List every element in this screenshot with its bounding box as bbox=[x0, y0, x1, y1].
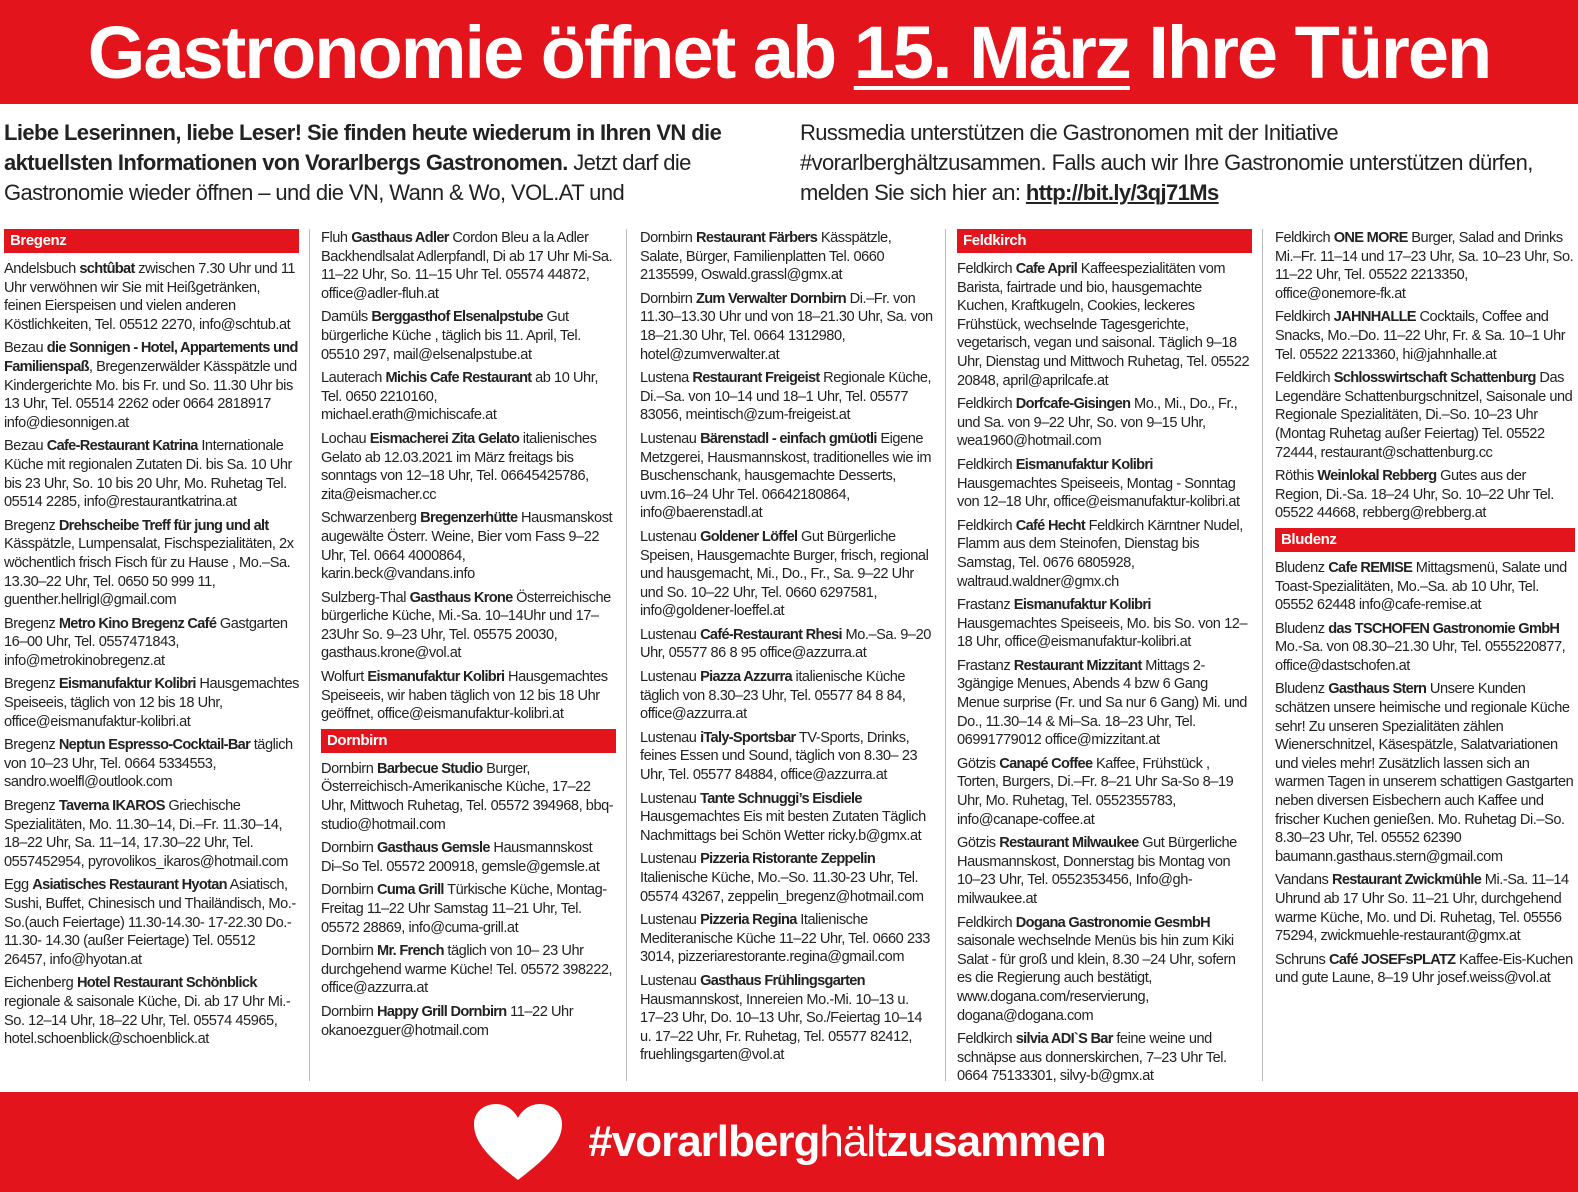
entry-details: Gut Bürgerliche Hausmannskost, Donnerstag bis Montag von 10–23 Uhr, Tel. 0552353456, Info@gh-milwaukee.at bbox=[957, 835, 1237, 907]
entry-details: saisonale wechselnde Menüs bis hin zum Kiki Salat - für groß und klein, 8.30 –24 Uhr, sofern es die Regierung auch bestätigt, www.dogana.com/reservierung, dogana@dogana.com bbox=[957, 933, 1236, 1024]
listing-entry bbox=[321, 942, 616, 998]
entry-city: Lustenau bbox=[640, 729, 697, 746]
entry-details: Das Legendäre Schattenburgschnitzel, Saisonale und Regionale Spezialitäten, Di.–So. 10–23 Uhr (Montag Ruhetag außer Feiertag) Tel. 05522 72444, restaurant@schattenburg.cc bbox=[1275, 370, 1573, 461]
entry-city: Lustenau bbox=[640, 972, 697, 989]
column bbox=[4, 229, 310, 1081]
column bbox=[321, 229, 627, 1081]
entry-details: täglich von 10– 23 Uhr durchgehend warme Küche! Tel. 05572 398222, office@azzurra.at bbox=[321, 943, 613, 997]
listing-entry bbox=[321, 668, 616, 724]
entry-city: Dornbirn bbox=[321, 760, 374, 777]
entry-details: täglich von 10–23 Uhr, Tel. 0664 5334553, sandro.woelfl@outlook.com bbox=[4, 737, 293, 791]
entry-details: Hausgemachtes Speiseeis, täglich von 12 bis 18 Uhr, office@eismanufaktur-kolibri.at bbox=[4, 676, 299, 730]
listing-entry bbox=[640, 850, 935, 906]
listing-entry bbox=[4, 974, 299, 1048]
entry-details: Gut bürgerliche Küche , täglich bis 11. April, Tel. 05510 297, mail@elsenalpstube.at bbox=[321, 309, 581, 363]
listing-entry bbox=[1275, 369, 1575, 462]
listing-entry bbox=[957, 834, 1252, 908]
entry-city: Dornbirn bbox=[321, 840, 374, 857]
entry-details: Mi.-Sa. 11–14 Uhrund ab 17 Uhr So. 11–21 Uhr, durchgehend warme Küche, Mo. und Di. Ruhetag, Tel. 05556 75294, zwickmuehle-restaurant@gmx.at bbox=[1275, 872, 1569, 945]
hashtag-part: hält bbox=[819, 1117, 887, 1166]
intro-right bbox=[800, 118, 1570, 208]
signup-link[interactable]: http://bit.ly/3qj71Ms bbox=[1025, 180, 1219, 205]
listing-entry bbox=[640, 790, 935, 846]
entry-name: Eismacherei Zita Gelato bbox=[369, 430, 520, 447]
intro-text: Jetzt darf die Gastronomie wieder öffnen – und die VN, Wann & Wo, VOL.AT und bbox=[4, 150, 691, 205]
listing-entry bbox=[4, 437, 299, 511]
entry-details: Cordon Bleu a la Adler Backhendlsalat Adlerpfandl, Di ab 17 Uhr Mi-Sa. 11–22 Uhr, So. 11–15 Uhr Tel. 05574 44872, office@adler-fluh.at bbox=[321, 230, 613, 302]
entry-name: Happy Grill Dornbirn bbox=[376, 1003, 507, 1020]
entry-city: Götzis bbox=[957, 755, 996, 772]
entry-city: Lustenau bbox=[640, 528, 697, 545]
listing-entry bbox=[640, 528, 935, 621]
entry-city: Vandans bbox=[1275, 872, 1329, 889]
entry-city: Frastanz bbox=[957, 657, 1011, 674]
entry-name: Gasthaus Gemsle bbox=[376, 840, 490, 857]
listing-entry bbox=[4, 736, 299, 792]
entry-city: Lustenau bbox=[640, 669, 697, 686]
entry-details: ab 10 Uhr, Tel. 0650 2210160, michael.erath@michiscafe.at bbox=[321, 370, 598, 424]
entry-name: Schlosswirtschaft Schattenburg bbox=[1333, 370, 1536, 387]
entry-city: Lustenau bbox=[640, 851, 697, 868]
column bbox=[640, 229, 946, 1081]
entry-details: Kässpätzle, Salate, Bürger, Familienplatten Tel. 0660 2135599, Oswald.grassl@gmx.at bbox=[640, 230, 892, 284]
listing-entry bbox=[957, 914, 1252, 1026]
entry-details: Kaffee, Frühstück , Torten, Burgers, Di.–Fr. 8–21 Uhr Sa-So 8–19 Uhr, Mo. Ruhetag, Tel. 0552355783, info@canape-coffee.at bbox=[957, 755, 1234, 828]
listing-entry bbox=[321, 1003, 616, 1040]
entry-details: Di.–Fr. von 11.30–13.30 Uhr und von 18–21.30 Uhr, Sa. von 18–21.30 Uhr, Tel. 0664 1312980, hotel@zumverwalter.at bbox=[640, 290, 933, 363]
entry-name: Restaurant Mizzitant bbox=[1013, 657, 1142, 674]
listing-entry bbox=[640, 290, 935, 364]
listing-entry bbox=[640, 729, 935, 785]
entry-name: Cafe REMISE bbox=[1328, 559, 1413, 576]
entry-name: die Sonnigen - Hotel, Appartements und Familienspaß bbox=[4, 340, 298, 375]
entry-city: Bregenz bbox=[4, 517, 56, 534]
listing-entry bbox=[321, 589, 616, 663]
entry-name: Dogana Gastronomie GesmbH bbox=[1015, 914, 1210, 931]
entry-city: Feldkirch bbox=[1275, 370, 1331, 387]
entry-name: JAHNHALLE bbox=[1333, 309, 1416, 326]
entry-details: Eigene Metzgerei, Hausmannskost, traditionelles wie im Buschenschank, hausgemachte Desserts, uvm.16–24 Uhr Tel. 06642180864, info@baerenstadl.at bbox=[640, 430, 932, 522]
entry-city: Röthis bbox=[1275, 468, 1314, 485]
entry-name: silvia ADI`S Bar bbox=[1015, 1031, 1113, 1048]
listing-entry bbox=[957, 517, 1252, 591]
entry-city: Götzis bbox=[957, 835, 996, 852]
entry-name: schtûbat bbox=[79, 261, 135, 277]
entry-city: Lauterach bbox=[321, 370, 382, 387]
listing-entry bbox=[1275, 680, 1575, 866]
listing-entry bbox=[640, 911, 935, 967]
entry-details: Hausgemachtes Speiseeis, Mo. bis So. von 12–18 Uhr, office@eismanufaktur-kolibri.at bbox=[957, 615, 1248, 651]
entry-city: Schruns bbox=[1275, 951, 1326, 968]
entry-city: Bregenz bbox=[4, 676, 56, 693]
entry-name: Pizzeria Regina bbox=[700, 912, 797, 929]
entry-name: Hotel Restaurant Schönblick bbox=[76, 975, 257, 992]
entry-name: Eismanufaktur Kolibri bbox=[1013, 597, 1151, 614]
entry-details: Gutes aus der Region, Di.-Sa. 18–24 Uhr, So. 10–22 Uhr Tel. 05522 44668, rebberg@rebberg.at bbox=[1275, 468, 1554, 522]
entry-name: Café-Restaurant Rhesi bbox=[700, 626, 842, 643]
entry-details: Cocktails, Coffee and Snacks, Mo.–Do. 11–22 Uhr, Fr. & Sa. 10–1 Uhr Tel. 05522 2213360, hi@jahnhalle.at bbox=[1275, 309, 1566, 363]
entry-city: Feldkirch bbox=[957, 1031, 1013, 1048]
listing-entry bbox=[957, 1030, 1252, 1086]
listing-entry bbox=[4, 876, 299, 969]
listing-entry bbox=[640, 626, 935, 663]
entry-details: Mittags 2-3gängige Menues, Abends 4 bzw 6 Gang Menue surprise (Fr. und Sa nur 6 Gang) Mi. und Do., 11.30–14 & Mi–Sa. 18–23 Uhr, Tel. 06991779012 office@mizzitant.at bbox=[957, 657, 1247, 749]
listing-entry bbox=[4, 675, 299, 731]
entry-city: Feldkirch bbox=[1275, 309, 1331, 326]
entry-name: Cafe-Restaurant Katrina bbox=[46, 438, 198, 455]
entry-name: Weinlokal Rebberg bbox=[1317, 468, 1437, 485]
entry-city: Andelsbuch bbox=[4, 261, 76, 277]
entry-name: Goldener Löffel bbox=[700, 528, 798, 545]
hashtag-part: zusammen bbox=[886, 1117, 1106, 1166]
headline-text: Gastronomie öffnet ab bbox=[87, 10, 854, 94]
entry-city: Egg bbox=[4, 877, 29, 894]
entry-details: Hausgemachtes Speiseeis, wir haben täglich von 12 bis 18 Uhr geöffnet, office@eismanufaktur-kolibri.at bbox=[321, 669, 608, 723]
entry-name: Restaurant Färbers bbox=[695, 230, 818, 246]
listing-entry bbox=[321, 430, 616, 504]
entry-details: TV-Sports, Drinks, feines Essen und Sound, täglich von 8.30– 23 Uhr, Tel. 05577 84884, office@azzurra.at bbox=[640, 729, 918, 784]
listing-entry bbox=[640, 229, 935, 285]
listing-entry bbox=[640, 668, 935, 724]
entry-name: Berggasthof Elsenalpstube bbox=[371, 309, 543, 326]
entry-city: Dornbirn bbox=[640, 230, 693, 246]
entry-name: Mr. French bbox=[376, 943, 444, 960]
entry-city: Dornbirn bbox=[321, 943, 374, 960]
listing-entry bbox=[4, 517, 299, 610]
entry-details: Burger, Österreichisch-Amerikanische Küche, 17–22 Uhr, Mittwoch Ruhetag, Tel. 05572 394968, bbq-studio@hotmail.com bbox=[321, 760, 614, 833]
entry-details: Unsere Kunden schätzen unsere heimische und regionale Küche sehr! Zu unseren Spezialitäten zählen Wienerschnitzel, Käsespätzle, Salatvariationen und vieles mehr! Zusätzlich lassen sich an warmen Tagen in unserem schattigen Gastgarten neben diversen Eisbechern auch Kaffee und frischer Kuchen genießen. Mo. Ruhetag Di.–So. 8.30–23 Uhr, Tel. 05552 62390 baumann.gasthaus.stern@gmail.com bbox=[1275, 681, 1574, 865]
entry-name: Restaurant Milwaukee bbox=[999, 835, 1139, 852]
entry-city: Feldkirch bbox=[957, 456, 1013, 473]
listing-entry bbox=[957, 657, 1252, 750]
entry-name: Eismanufaktur Kolibri bbox=[58, 676, 196, 693]
entry-details: Hausgemachtes Speiseeis, Montag - Sonntag von 12–18 Uhr, office@eismanufaktur-kolibri.at bbox=[957, 475, 1240, 511]
entry-city: Lustenau bbox=[640, 790, 697, 807]
entry-name: Michis Cafe Restaurant bbox=[385, 370, 532, 387]
entry-city: Frastanz bbox=[957, 597, 1011, 614]
entry-name: Eismanufaktur Kolibri bbox=[367, 669, 505, 686]
intro-left bbox=[4, 118, 764, 208]
entry-details: Mo.-Sa. von 08.30–21.30 Uhr, Tel. 0555220877, office@dastschofen.at bbox=[1275, 639, 1566, 674]
footer-banner bbox=[0, 1092, 1578, 1192]
entry-city: Schwarzenberg bbox=[321, 510, 417, 527]
entry-name: Gasthaus Adler bbox=[351, 230, 449, 246]
entry-city: Dornbirn bbox=[640, 290, 693, 307]
headline-date: 15. März bbox=[853, 10, 1130, 94]
entry-name: Café Hecht bbox=[1015, 517, 1085, 534]
intro-lead: Liebe Leserinnen, liebe Leser! Sie finden heute wiederum in Ihren VN die aktuellsten Informationen von Vorarlbergs Gastronomen. bbox=[4, 120, 722, 175]
entry-details: Hausgemachtes Eis mit besten Zutaten Täglich Nachmittags bei Schön Wetter ricky.b@gmx.at bbox=[640, 809, 926, 844]
listing-entry bbox=[957, 395, 1252, 451]
entry-name: Restaurant Freigeist bbox=[692, 370, 820, 387]
listing-entry bbox=[1275, 951, 1575, 988]
entry-city: Feldkirch bbox=[957, 396, 1013, 413]
listing-entry bbox=[4, 339, 299, 432]
entry-details: Gut Bürgerliche Speisen, Hausgemachte Burger, frisch, regional und hausgemacht, Mi., Do., Fr., Sa. 9–22 Uhr und So. 10–22 Uhr, Tel. 0660 6297581, info@goldener-loeffel.at bbox=[640, 528, 929, 620]
entry-details: Mittagsmenü, Salate und Toast-Spezialitäten, Mo.–Sa. ab 10 Uhr, Tel. 05552 62448 info@cafe-remise.at bbox=[1275, 559, 1567, 614]
entry-name: Cuma Grill bbox=[376, 882, 444, 899]
entry-city: Feldkirch bbox=[957, 261, 1013, 277]
entry-details: Burger, Salad and Drinks Mi.–Fr. 11–14 und 17–23 Uhr, Sa. 10–23 Uhr, So. 11–22 Uhr, Tel. 05522 2213350, office@onemore-fk.at bbox=[1275, 230, 1574, 302]
region-header: Bludenz bbox=[1275, 528, 1575, 552]
heart-icon bbox=[472, 1102, 564, 1182]
listing-entry bbox=[321, 839, 616, 876]
headline bbox=[88, 10, 1490, 95]
entry-details: regionale & saisonale Küche, Di. ab 17 Uhr Mi.-So. 12–14 Uhr, 18–22 Uhr, Tel. 05574 45965, hotel.schoenblick@schoenblick.at bbox=[4, 993, 291, 1048]
entry-details: Italienische Küche, Mo.–So. 11.30-23 Uhr, Tel. 05574 43267, zeppelin_bregenz@hotmail.com bbox=[640, 870, 924, 905]
listing-entry bbox=[957, 260, 1252, 390]
entry-name: Cafe April bbox=[1015, 261, 1078, 277]
listings bbox=[0, 229, 1578, 1085]
hashtag-part: #vorarlberg bbox=[588, 1117, 820, 1166]
entry-city: Lustenau bbox=[640, 626, 697, 643]
entry-details: Italienische Mediteranische Küche 11–22 Uhr, Tel. 0660 233 3014, pizzeriarestorante.regina@gmail.com bbox=[640, 912, 930, 966]
headline-banner bbox=[0, 0, 1578, 104]
entry-city: Bezau bbox=[4, 438, 44, 455]
entry-details: Kaffeespezialitäten vom Barista, fairtrade und bio, hausgemachte Kuchen, Kraftkugeln, Cookies, leckeres Frühstück, wechselnde Tagesgerichte, vegetarisch, vegan und saisonal. Täglich 9–18 Uhr, Dienstag und Mittwoch Ruhetag, Tel. 05522 20848, april@aprilcafe.at bbox=[957, 261, 1250, 389]
entry-city: Lochau bbox=[321, 430, 367, 447]
entry-city: Bludenz bbox=[1275, 559, 1325, 576]
hashtag bbox=[588, 1117, 1105, 1167]
entry-city: Lustenau bbox=[640, 430, 697, 447]
entry-city: Lustenau bbox=[640, 912, 697, 929]
entry-name: Drehscheibe Treff für jung und alt bbox=[58, 517, 269, 534]
entry-name: Gasthaus Frühlingsgarten bbox=[700, 972, 865, 989]
column bbox=[1275, 229, 1575, 1081]
entry-name: ONE MORE bbox=[1333, 230, 1408, 246]
entry-details: 11–22 Uhr okanoezguer@hotmail.com bbox=[321, 1003, 574, 1039]
listing-entry bbox=[640, 972, 935, 1065]
entry-name: Metro Kino Bregenz Café bbox=[58, 615, 217, 632]
entry-details: Griechische Spezialitäten, Mo. 11.30–14, Di.–Fr. 11.30–14, 18–22 Uhr, Sa. 11–14, 17.30–22 Uhr, Tel. 0557452954, pyrovolikos_ikaros@hotmail.com bbox=[4, 798, 288, 870]
entry-details: Feldkirch Kärntner Nudel, Flamm aus dem Steinofen, Dienstag bis Samstag, Tel. 0676 6805928, waltraud.waldner@gmx.ch bbox=[957, 517, 1243, 590]
headline-text-end: Ihre Türen bbox=[1129, 10, 1491, 94]
entry-details: italienische Küche täglich von 8.30–23 Uhr, Tel. 05577 84 8 84, office@azzurra.at bbox=[640, 669, 906, 723]
entry-name: Neptun Espresso-Cocktail-Bar bbox=[58, 737, 251, 754]
entry-city: Dornbirn bbox=[321, 882, 374, 899]
entry-city: Fluh bbox=[321, 230, 348, 246]
entry-name: das TSCHOFEN Gastronomie GmbH bbox=[1328, 620, 1560, 637]
entry-name: Gasthaus Krone bbox=[409, 589, 513, 606]
entry-name: iTaly-Sportsbar bbox=[700, 729, 796, 746]
entry-name: Piazza Azzurra bbox=[700, 669, 792, 686]
entry-name: Bregenzerhütte bbox=[420, 510, 518, 527]
entry-city: Wolfurt bbox=[321, 669, 364, 686]
entry-city: Feldkirch bbox=[1275, 230, 1331, 246]
entry-city: Feldkirch bbox=[957, 914, 1013, 931]
entry-name: Canapé Coffee bbox=[999, 755, 1093, 772]
entry-city: Eichenberg bbox=[4, 975, 74, 992]
entry-city: Bludenz bbox=[1275, 681, 1325, 698]
region-header: Bregenz bbox=[4, 229, 299, 253]
entry-name: Restaurant Zwickmühle bbox=[1332, 872, 1482, 889]
entry-city: Bregenz bbox=[4, 615, 56, 632]
entry-city: Bregenz bbox=[4, 798, 56, 815]
entry-name: Eismanufaktur Kolibri bbox=[1015, 456, 1153, 473]
entry-city: Damüls bbox=[321, 309, 368, 326]
entry-name: Pizzeria Ristorante Zeppelin bbox=[700, 851, 876, 868]
entry-details: Asiatisch, Sushi, Buffet, Chinesisch und Thailändisch, Mo.-So.(auch Feiertage) 11.30-14.30- 17-22.30 Do.- 11.30- 14.30 (außer Feiertage) Tel. 05512 26457, info@hyotan.at bbox=[4, 877, 296, 968]
entry-details: Mo., Mi., Do., Fr., und Sa. von 9–22 Uhr, So. von 9–15 Uhr, wea1960@hotmail.com bbox=[957, 396, 1238, 450]
entry-details: Regionale Küche, Di.–Sa. von 10–14 und 18–1 Uhr, Tel. 05577 83056, meintisch@zum-freigeist.at bbox=[640, 370, 932, 424]
entry-name: Dorfcafe-Gisingen bbox=[1015, 396, 1131, 413]
listing-entry bbox=[4, 260, 299, 334]
entry-city: Dornbirn bbox=[321, 1003, 374, 1020]
entry-details: Kaffee-Eis-Kuchen und gute Laune, 8–19 Uhr josef.weiss@vol.at bbox=[1275, 951, 1573, 987]
listing-entry bbox=[321, 509, 616, 583]
entry-name: Zum Verwalter Dornbirn bbox=[695, 290, 847, 307]
entry-city: Lustena bbox=[640, 370, 689, 387]
entry-name: Gasthaus Stern bbox=[1328, 681, 1427, 698]
listing-entry bbox=[1275, 467, 1575, 523]
entry-details: , Bregenzerwälder Kässpätzle und Kindergerichte Mo. bis Fr. und So. 11.30 Uhr bis 13 Uhr, Tel. 05514 2262 oder 0664 2818917 info@diesonnigen.at bbox=[4, 358, 297, 431]
listing-entry bbox=[1275, 308, 1575, 364]
entry-name: Bärenstadl - einfach gmüotli bbox=[700, 430, 877, 447]
entry-name: Barbecue Studio bbox=[376, 760, 483, 777]
listing-entry bbox=[321, 881, 616, 937]
entry-city: Bezau bbox=[4, 340, 44, 357]
listing-entry bbox=[1275, 229, 1575, 303]
region-header: Feldkirch bbox=[957, 229, 1252, 253]
entry-details: Österreichische bürgerliche Küche, Mi.-Sa. 10–14Uhr und 17–23Uhr So. 9–23 Uhr, Tel. 05575 20030, gasthaus.krone@vol.at bbox=[321, 589, 611, 662]
listing-entry bbox=[640, 430, 935, 523]
listing-entry bbox=[321, 308, 616, 364]
entry-details: Türkische Küche, Montag-Freitag 11–22 Uhr Samstag 11–21 Uhr, Tel. 05572 28869, info@cuma-grill.at bbox=[321, 882, 607, 936]
intro-text-right: Russmedia unterstützen die Gastronomen mit der Initiative #vorarlberghältzusammen. Falls auch wir Ihre Gastronomie unterstützen dürfen, melden Sie sich hier an: bbox=[800, 120, 1533, 205]
listing-entry bbox=[321, 369, 616, 425]
listing-entry bbox=[4, 615, 299, 671]
entry-details: zwischen 7.30 Uhr und 11 Uhr verwöhnen wir Sie mit Heißgetränken, feinen Eierspeisen und vielen anderen Köstlichkeiten, Tel. 05512 2270, info@schtub.at bbox=[4, 261, 296, 333]
entry-name: Asiatisches Restaurant Hyotan bbox=[32, 877, 227, 894]
entry-details: Gastgarten 16–00 Uhr, Tel. 0557471843, info@metrokinobregenz.at bbox=[4, 615, 288, 669]
entry-city: Bregenz bbox=[4, 737, 56, 754]
entry-details: italienisches Gelato ab 12.03.2021 im März freitags bis sonntags von 12–18 Uhr, Tel. 06645425786, zita@eismacher.cc bbox=[321, 430, 597, 503]
entry-name: Taverna IKAROS bbox=[58, 798, 165, 815]
column bbox=[957, 229, 1263, 1085]
listing-entry bbox=[957, 456, 1252, 512]
listing-entry bbox=[4, 797, 299, 871]
entry-details: Kässpätzle, Lumpensalat, Fischspezialitäten, 2x wöchentlich frisch Fisch für zu Hause , Mo.–Sa. 13.30–22 Uhr, Tel. 0650 50 999 11, guenther.hellrigl@gmail.com bbox=[4, 536, 294, 609]
entry-details: Hausmanskost augewälte Österr. Weine, Bier vom Fass 9–22 Uhr, Tel. 0664 4000864, karin.beck@vandans.info bbox=[321, 510, 613, 583]
listing-entry bbox=[957, 596, 1252, 652]
entry-city: Feldkirch bbox=[957, 517, 1013, 534]
entry-details: feine weine und schnäpse aus donnerskirchen, 7–23 Uhr Tel. 0664 75133301, silvy-b@gmx.at bbox=[957, 1031, 1227, 1085]
listing-entry bbox=[640, 369, 935, 425]
listing-entry bbox=[957, 755, 1252, 829]
listing-entry bbox=[321, 229, 616, 303]
entry-city: Sulzberg-Thal bbox=[321, 589, 406, 606]
region-header: Dornbirn bbox=[321, 729, 616, 753]
entry-name: Café JOSEFsPLATZ bbox=[1329, 951, 1456, 968]
listing-entry bbox=[1275, 620, 1575, 676]
entry-city: Bludenz bbox=[1275, 620, 1325, 637]
entry-details: Hausmannskost Di–So Tel. 05572 200918, gemsle@gemsle.at bbox=[321, 840, 600, 875]
listing-entry bbox=[321, 760, 616, 834]
entry-name: Tante Schnuggi’s Eisdiele bbox=[700, 790, 862, 807]
listing-entry bbox=[1275, 871, 1575, 945]
entry-details: Mo.–Sa. 9–20 Uhr, 05577 86 8 95 office@azzurra.at bbox=[640, 626, 931, 662]
listing-entry bbox=[1275, 559, 1575, 615]
entry-details: Hausmannskost, Innereien Mo.-Mi. 10–13 u. 17–23 Uhr, Do. 10–13 Uhr, So./Feiertag 10–14 u. 17–22 Uhr, Fr. Ruhetag, Tel. 05577 82412, fruehlingsgarten@vol.at bbox=[640, 991, 923, 1064]
entry-details: Internationale Küche mit regionalen Zutaten Di. bis Sa. 10 Uhr bis 23 Uhr, So. 10 bis 20 Uhr, Mo. Ruhetag Tel. 05514 2285, info@restaurantkatrina.at bbox=[4, 438, 292, 511]
